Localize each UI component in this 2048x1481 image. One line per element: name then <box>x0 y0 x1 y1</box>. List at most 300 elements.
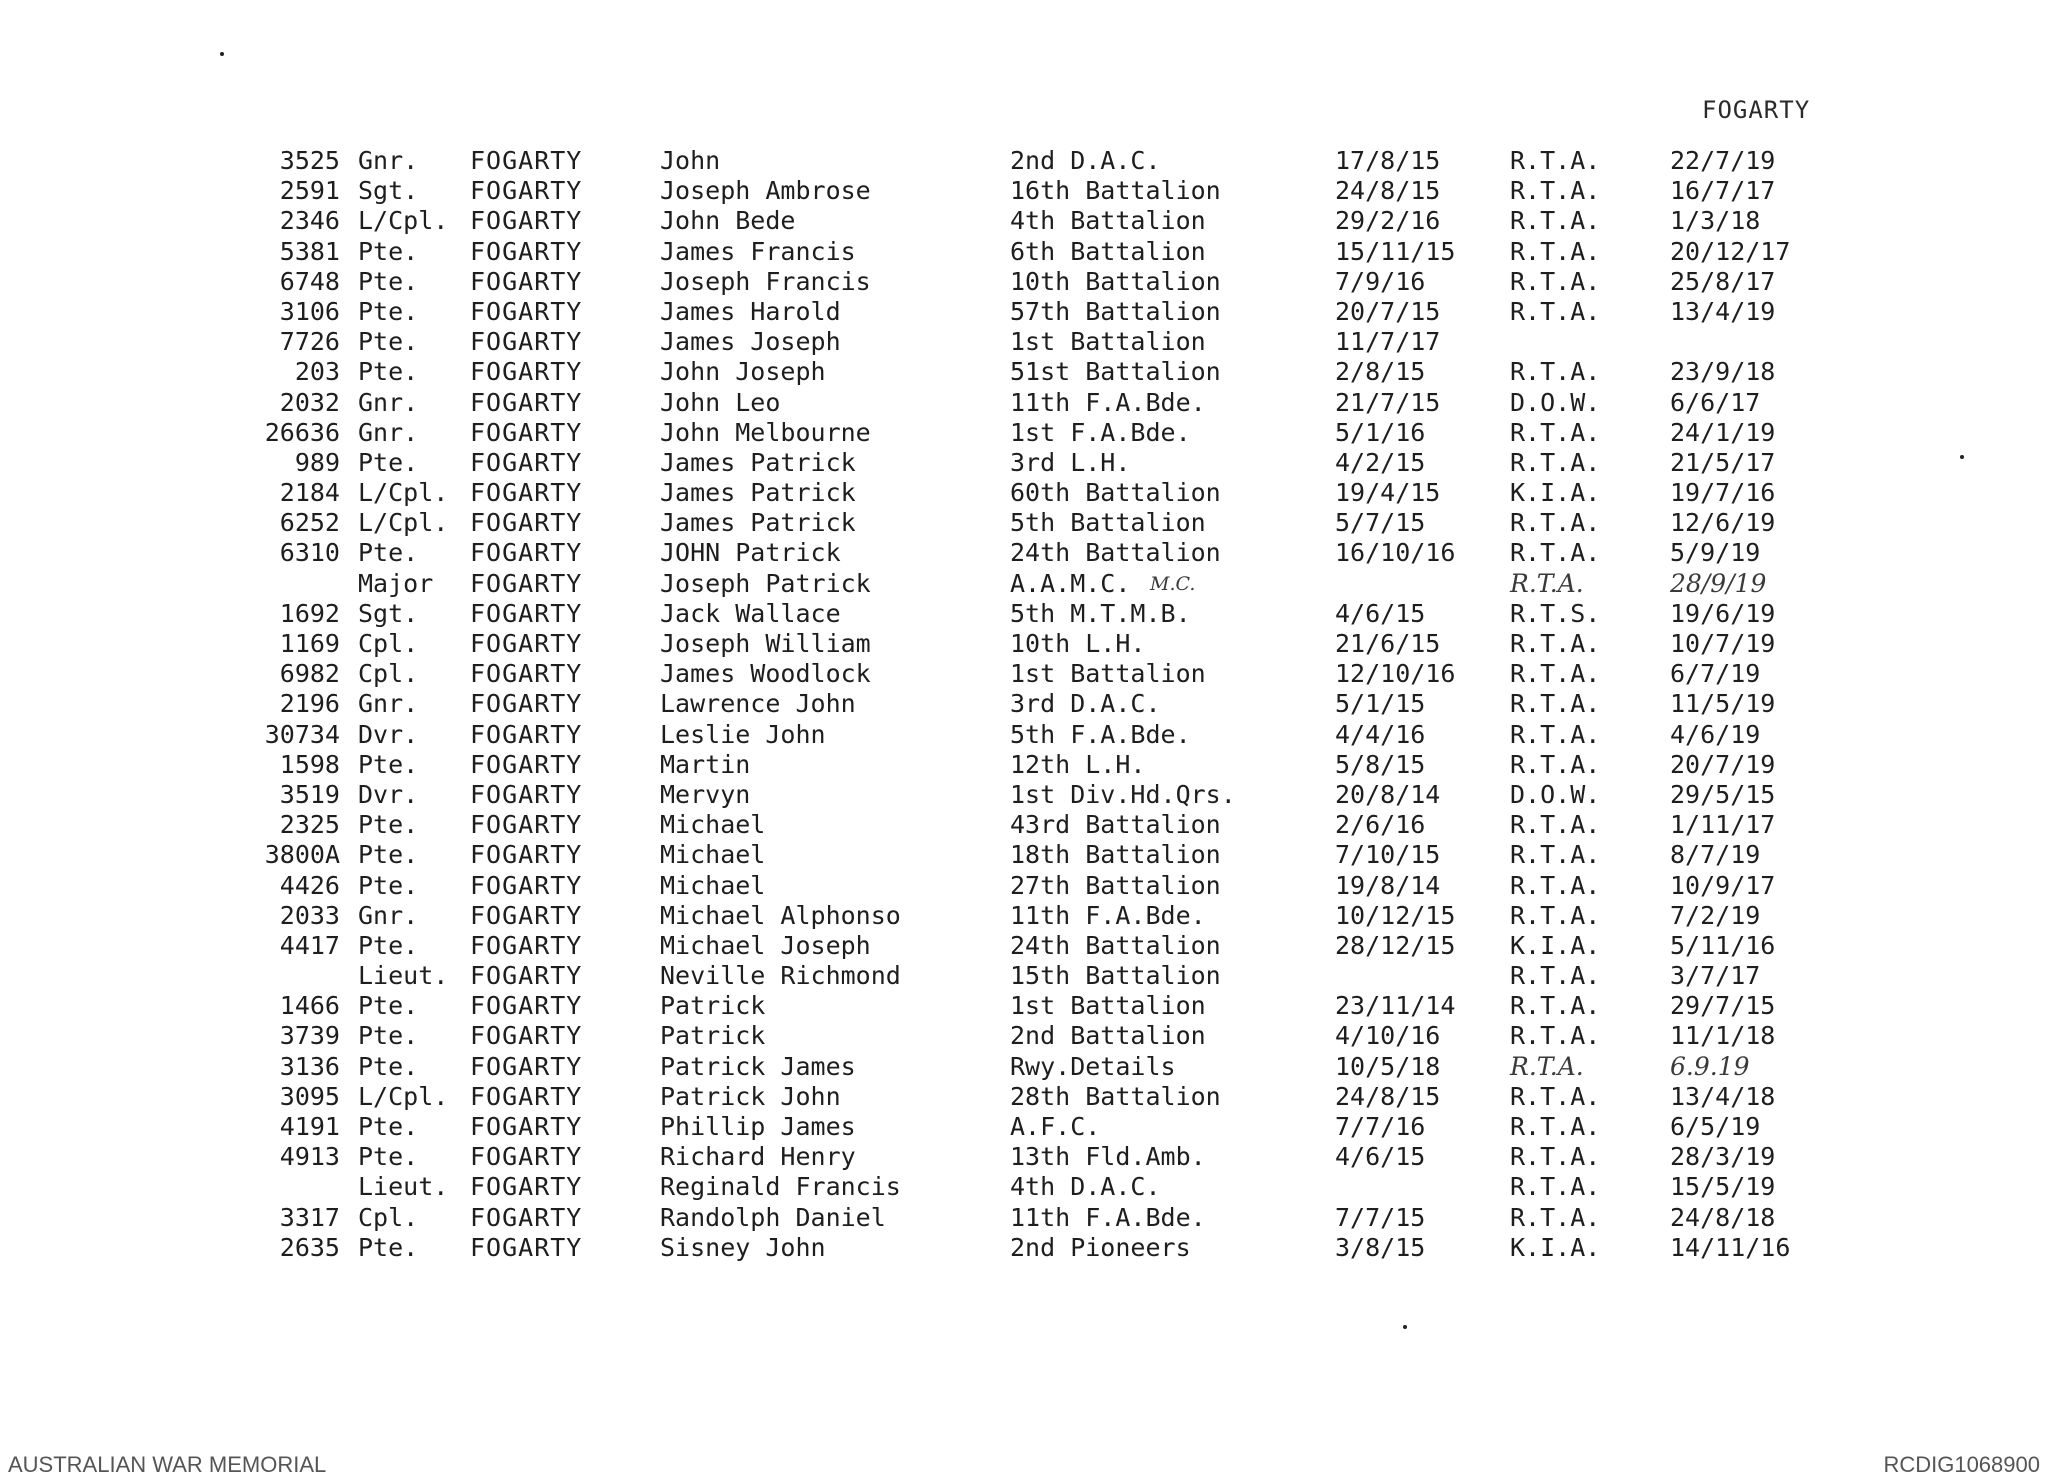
fate-date: 19/6/19 <box>1670 598 1776 628</box>
rank: Pte. <box>358 1142 419 1172</box>
fate: R.T.A. <box>1510 1021 1601 1051</box>
record-row <box>210 357 1850 387</box>
fate-date: 7/2/19 <box>1670 900 1761 930</box>
fate: R.T.A. <box>1510 900 1601 930</box>
enlistment-date: 4/4/16 <box>1335 719 1426 749</box>
fate-date: 14/11/16 <box>1670 1232 1791 1262</box>
given-names: JOHN Patrick <box>660 538 841 568</box>
fate-date: 10/9/17 <box>1670 870 1776 900</box>
service-number: 203 <box>294 357 340 387</box>
enlistment-date: 2/8/15 <box>1335 357 1426 387</box>
fate-date: 24/8/18 <box>1670 1202 1776 1232</box>
unit: 15th Battalion <box>1010 961 1221 991</box>
record-row <box>210 388 1850 418</box>
unit: 11th F.A.Bde. <box>1010 1202 1206 1232</box>
fate-date: 16/7/17 <box>1670 176 1776 206</box>
surname: FOGARTY <box>470 206 583 236</box>
surname: FOGARTY <box>470 1172 583 1202</box>
rank: Pte. <box>358 296 419 326</box>
ink-speck <box>220 52 224 56</box>
fate: R.T.S. <box>1510 598 1601 628</box>
page-surname-header: FOGARTY <box>1702 96 1811 124</box>
unit: 28th Battalion <box>1010 1081 1221 1111</box>
enlistment-date: 10/5/18 <box>1335 1051 1441 1081</box>
unit: 24th Battalion <box>1010 930 1221 960</box>
unit: 18th Battalion <box>1010 840 1221 870</box>
enlistment-date: 4/10/16 <box>1335 1021 1441 1051</box>
surname: FOGARTY <box>470 568 583 598</box>
fate-date: 13/4/19 <box>1670 296 1776 326</box>
nominal-roll-list <box>210 146 1850 1263</box>
given-names: Sisney John <box>660 1232 826 1262</box>
enlistment-date: 17/8/15 <box>1335 146 1441 175</box>
surname: FOGARTY <box>470 478 583 508</box>
enlistment-date: 10/12/15 <box>1335 900 1456 930</box>
rank: Cpl. <box>358 659 419 689</box>
fate-date: 28/3/19 <box>1670 1142 1776 1172</box>
fate: R.T.A. <box>1510 508 1601 538</box>
unit: 51st Battalion <box>1010 357 1221 387</box>
fate-date: 28/9/19 <box>1670 568 1767 598</box>
surname: FOGARTY <box>470 1081 583 1111</box>
unit: 43rd Battalion <box>1010 810 1221 840</box>
service-number: 3519 <box>279 779 340 809</box>
fate: R.T.A. <box>1510 659 1601 689</box>
given-names: Michael <box>660 810 766 840</box>
surname: FOGARTY <box>470 991 583 1021</box>
surname: FOGARTY <box>470 296 583 326</box>
fate-date: 20/7/19 <box>1670 749 1776 779</box>
rank: Pte. <box>358 810 419 840</box>
fate-date: 11/5/19 <box>1670 689 1776 719</box>
rank: Major <box>358 568 434 598</box>
enlistment-date: 4/6/15 <box>1335 598 1426 628</box>
given-names: Mervyn <box>660 779 751 809</box>
footer-record-id: RCDIG1068900 <box>1883 1452 2040 1477</box>
fate: R.T.A. <box>1510 1112 1601 1141</box>
given-names: John Leo <box>660 387 781 417</box>
unit: 3rd L.H. <box>1010 447 1131 477</box>
record-row <box>210 327 1850 357</box>
fate-date: 15/5/19 <box>1670 1172 1776 1202</box>
fate: R.T.A. <box>1510 296 1601 326</box>
record-row <box>210 750 1850 780</box>
rank: Pte. <box>358 538 419 568</box>
record-row <box>210 418 1850 448</box>
service-number: 3317 <box>279 1202 340 1232</box>
fate-date: 12/6/19 <box>1670 508 1776 538</box>
service-number: 26636 <box>264 417 340 447</box>
fate-date: 6/7/19 <box>1670 659 1761 689</box>
surname: FOGARTY <box>470 266 583 296</box>
given-names: John <box>660 146 721 175</box>
fate: R.T.A. <box>1510 357 1601 387</box>
unit: 2nd D.A.C. <box>1010 146 1161 175</box>
fate: D.O.W. <box>1510 779 1601 809</box>
enlistment-date: 21/6/15 <box>1335 629 1441 658</box>
record-row <box>210 901 1850 931</box>
record-row <box>210 780 1850 810</box>
enlistment-date: 5/8/15 <box>1335 749 1426 779</box>
fate: K.I.A. <box>1510 1232 1601 1262</box>
rank: Gnr. <box>358 900 419 930</box>
fate-date: 5/9/19 <box>1670 538 1761 568</box>
record-row <box>210 689 1850 719</box>
enlistment-date: 11/7/17 <box>1335 327 1441 357</box>
surname: FOGARTY <box>470 659 583 689</box>
fate: R.T.A. <box>1510 991 1601 1021</box>
record-row <box>210 720 1850 750</box>
service-number: 4417 <box>279 930 340 960</box>
rank: Pte. <box>358 1051 419 1081</box>
record-row <box>210 297 1850 327</box>
surname: FOGARTY <box>470 1202 583 1232</box>
given-names: Martin <box>660 749 751 779</box>
given-names: Neville Richmond <box>660 961 901 991</box>
rank: Pte. <box>358 327 419 357</box>
rank: Pte. <box>358 447 419 477</box>
enlistment-date: 24/8/15 <box>1335 176 1441 206</box>
service-number: 1466 <box>279 991 340 1021</box>
given-names: James Patrick <box>660 508 856 538</box>
record-row <box>210 176 1850 206</box>
surname: FOGARTY <box>470 900 583 930</box>
given-names: Joseph Ambrose <box>660 176 871 206</box>
enlistment-date: 2/6/16 <box>1335 810 1426 840</box>
enlistment-date: 29/2/16 <box>1335 206 1441 236</box>
rank: Pte. <box>358 991 419 1021</box>
service-number: 2184 <box>279 478 340 508</box>
rank: Cpl. <box>358 629 419 658</box>
fate: D.O.W. <box>1510 387 1601 417</box>
unit: Rwy.Details <box>1010 1051 1176 1081</box>
unit: 1st F.A.Bde. <box>1010 417 1191 447</box>
given-names: John Melbourne <box>660 417 871 447</box>
unit: 5th Battalion <box>1010 508 1206 538</box>
fate-date: 24/1/19 <box>1670 417 1776 447</box>
service-number: 3739 <box>279 1021 340 1051</box>
service-number: 5381 <box>279 236 340 266</box>
fate-date: 10/7/19 <box>1670 629 1776 658</box>
fate-date: 19/7/16 <box>1670 478 1776 508</box>
rank: Pte. <box>358 236 419 266</box>
service-number: 3800A <box>264 840 340 870</box>
surname: FOGARTY <box>470 870 583 900</box>
record-row <box>210 840 1850 870</box>
record-row <box>210 629 1850 659</box>
unit: 1st Div.Hd.Qrs. <box>1010 779 1236 809</box>
enlistment-date: 4/2/15 <box>1335 447 1426 477</box>
service-number: 989 <box>294 447 340 477</box>
given-names: Phillip James <box>660 1112 856 1141</box>
surname: FOGARTY <box>470 1142 583 1172</box>
given-names: James Harold <box>660 296 841 326</box>
surname: FOGARTY <box>470 598 583 628</box>
fate: R.T.A. <box>1510 870 1601 900</box>
fate: R.T.A. <box>1510 1142 1601 1172</box>
enlistment-date: 5/7/15 <box>1335 508 1426 538</box>
given-names: James Francis <box>660 236 856 266</box>
given-names: Michael Joseph <box>660 930 871 960</box>
unit: 10th L.H. <box>1010 629 1146 658</box>
record-row <box>210 508 1850 538</box>
rank: L/Cpl. <box>358 478 449 508</box>
rank: Sgt. <box>358 176 419 206</box>
unit: 3rd D.A.C. <box>1010 689 1161 719</box>
fate-date: 20/12/17 <box>1670 236 1791 266</box>
record-row <box>210 871 1850 901</box>
unit: 1st Battalion <box>1010 327 1206 357</box>
rank: L/Cpl. <box>358 508 449 538</box>
record-row <box>210 146 1850 176</box>
record-row <box>210 478 1850 508</box>
record-row <box>210 1233 1850 1263</box>
fate: R.T.A. <box>1510 749 1601 779</box>
service-number: 4191 <box>279 1112 340 1141</box>
service-number: 3525 <box>279 146 340 175</box>
record-row <box>210 931 1850 961</box>
record-row <box>210 538 1850 568</box>
unit: 11th F.A.Bde. <box>1010 387 1206 417</box>
enlistment-date: 7/7/15 <box>1335 1202 1426 1232</box>
enlistment-date: 12/10/16 <box>1335 659 1456 689</box>
given-names: Joseph Francis <box>660 266 871 296</box>
unit: 11th F.A.Bde. <box>1010 900 1206 930</box>
fate: R.T.A. <box>1510 447 1601 477</box>
fate-date: 22/7/19 <box>1670 146 1776 175</box>
fate-date: 1/3/18 <box>1670 206 1761 236</box>
surname: FOGARTY <box>470 1021 583 1051</box>
rank: Pte. <box>358 840 419 870</box>
surname: FOGARTY <box>470 447 583 477</box>
unit: 1st Battalion <box>1010 991 1206 1021</box>
surname: FOGARTY <box>470 327 583 357</box>
rank: Lieut. <box>358 1172 449 1202</box>
unit: 2nd Pioneers <box>1010 1232 1191 1262</box>
surname: FOGARTY <box>470 810 583 840</box>
given-names: John Bede <box>660 206 796 236</box>
record-row <box>210 810 1850 840</box>
service-number: 3106 <box>279 296 340 326</box>
record-row <box>210 1172 1850 1202</box>
enlistment-date: 15/11/15 <box>1335 236 1456 266</box>
enlistment-date: 7/7/16 <box>1335 1112 1426 1141</box>
given-names: Michael <box>660 840 766 870</box>
surname: FOGARTY <box>470 146 583 175</box>
unit: A.A.M.C. <box>1010 568 1131 598</box>
given-names: John Joseph <box>660 357 826 387</box>
rank: Pte. <box>358 1232 419 1262</box>
unit: 27th Battalion <box>1010 870 1221 900</box>
surname: FOGARTY <box>470 417 583 447</box>
unit: 10th Battalion <box>1010 266 1221 296</box>
enlistment-date: 20/8/14 <box>1335 779 1441 809</box>
surname: FOGARTY <box>470 1112 583 1141</box>
fate: R.T.A. <box>1510 1202 1601 1232</box>
enlistment-date: 23/11/14 <box>1335 991 1456 1021</box>
fate: R.T.A. <box>1510 417 1601 447</box>
fate: R.T.A. <box>1510 266 1601 296</box>
fate-date: 25/8/17 <box>1670 266 1776 296</box>
surname: FOGARTY <box>470 236 583 266</box>
ink-speck <box>1403 1325 1407 1329</box>
enlistment-date: 19/4/15 <box>1335 478 1441 508</box>
surname: FOGARTY <box>470 1232 583 1262</box>
record-row <box>210 1082 1850 1112</box>
record-row <box>210 659 1850 689</box>
fate: R.T.A. <box>1510 236 1601 266</box>
fate: R.T.A. <box>1510 689 1601 719</box>
fate: R.T.A. <box>1510 1081 1601 1111</box>
rank: Pte. <box>358 1021 419 1051</box>
given-names: Patrick <box>660 1021 766 1051</box>
given-names: Patrick James <box>660 1051 856 1081</box>
unit: 1st Battalion <box>1010 659 1206 689</box>
service-number: 1692 <box>279 598 340 628</box>
enlistment-date: 7/10/15 <box>1335 840 1441 870</box>
unit: 24th Battalion <box>1010 538 1221 568</box>
rank: Pte. <box>358 357 419 387</box>
service-number: 6982 <box>279 659 340 689</box>
service-number: 2032 <box>279 387 340 417</box>
given-names: Michael <box>660 870 766 900</box>
service-number: 2346 <box>279 206 340 236</box>
given-names: James Patrick <box>660 478 856 508</box>
enlistment-date: 19/8/14 <box>1335 870 1441 900</box>
unit: 60th Battalion <box>1010 478 1221 508</box>
surname: FOGARTY <box>470 176 583 206</box>
fate: R.T.A. <box>1510 206 1601 236</box>
rank: Pte. <box>358 749 419 779</box>
surname: FOGARTY <box>470 961 583 991</box>
service-number: 2635 <box>279 1232 340 1262</box>
unit: 4th D.A.C. <box>1010 1172 1161 1202</box>
given-names: Jack Wallace <box>660 598 841 628</box>
fate-date: 13/4/18 <box>1670 1081 1776 1111</box>
footer-institution: AUSTRALIAN WAR MEMORIAL <box>8 1452 327 1477</box>
record-row <box>210 1203 1850 1233</box>
surname: FOGARTY <box>470 749 583 779</box>
unit: 5th M.T.M.B. <box>1010 598 1191 628</box>
given-names: Patrick <box>660 991 766 1021</box>
service-number: 30734 <box>264 719 340 749</box>
service-number: 2325 <box>279 810 340 840</box>
enlistment-date: 4/6/15 <box>1335 1142 1426 1172</box>
rank: L/Cpl. <box>358 1081 449 1111</box>
service-number: 1169 <box>279 629 340 658</box>
fate-date: 1/11/17 <box>1670 810 1776 840</box>
fate-date: 4/6/19 <box>1670 719 1761 749</box>
unit: 13th Fld.Amb. <box>1010 1142 1206 1172</box>
fate: R.T.A. <box>1510 629 1601 658</box>
given-names: Joseph Patrick <box>660 568 871 598</box>
enlistment-date: 16/10/16 <box>1335 538 1456 568</box>
rank: Dvr. <box>358 719 419 749</box>
given-names: Michael Alphonso <box>660 900 901 930</box>
record-row <box>210 991 1850 1021</box>
surname: FOGARTY <box>470 930 583 960</box>
given-names: Richard Henry <box>660 1142 856 1172</box>
rank: Gnr. <box>358 387 419 417</box>
service-number: 2591 <box>279 176 340 206</box>
surname: FOGARTY <box>470 719 583 749</box>
fate: R.T.A. <box>1510 961 1601 991</box>
given-names: Leslie John <box>660 719 826 749</box>
fate-date: 6/6/17 <box>1670 387 1761 417</box>
surname: FOGARTY <box>470 629 583 658</box>
service-number: 3136 <box>279 1051 340 1081</box>
service-number: 7726 <box>279 327 340 357</box>
record-row <box>210 599 1850 629</box>
unit: 2nd Battalion <box>1010 1021 1206 1051</box>
service-number: 4426 <box>279 870 340 900</box>
record-row <box>210 448 1850 478</box>
surname: FOGARTY <box>470 689 583 719</box>
given-names: Reginald Francis <box>660 1172 901 1202</box>
rank: Sgt. <box>358 598 419 628</box>
fate-date: 8/7/19 <box>1670 840 1761 870</box>
rank: Pte. <box>358 930 419 960</box>
given-names: James Patrick <box>660 447 856 477</box>
fate-date: 11/1/18 <box>1670 1021 1776 1051</box>
service-number: 6748 <box>279 266 340 296</box>
fate: R.T.A. <box>1510 719 1601 749</box>
surname: FOGARTY <box>470 538 583 568</box>
fate-date: 29/7/15 <box>1670 991 1776 1021</box>
fate: R.T.A. <box>1510 568 1584 598</box>
unit: A.F.C. <box>1010 1112 1101 1141</box>
service-number: 6252 <box>279 508 340 538</box>
surname: FOGARTY <box>470 779 583 809</box>
service-number: 6310 <box>279 538 340 568</box>
fate: R.T.A. <box>1510 1172 1601 1202</box>
enlistment-date: 21/7/15 <box>1335 387 1441 417</box>
fate: R.T.A. <box>1510 1051 1584 1081</box>
record-row <box>210 206 1850 236</box>
surname: FOGARTY <box>470 357 583 387</box>
rank: Pte. <box>358 870 419 900</box>
enlistment-date: 5/1/16 <box>1335 417 1426 447</box>
enlistment-date: 7/9/16 <box>1335 266 1426 296</box>
service-number: 1598 <box>279 749 340 779</box>
surname: FOGARTY <box>470 508 583 538</box>
enlistment-date: 28/12/15 <box>1335 930 1456 960</box>
service-number: 4913 <box>279 1142 340 1172</box>
enlistment-date: 5/1/15 <box>1335 689 1426 719</box>
rank: Cpl. <box>358 1202 419 1232</box>
rank: Gnr. <box>358 417 419 447</box>
rank: L/Cpl. <box>358 206 449 236</box>
unit: 57th Battalion <box>1010 296 1221 326</box>
rank: Pte. <box>358 1112 419 1141</box>
given-names: Patrick John <box>660 1081 841 1111</box>
record-row <box>210 961 1850 991</box>
given-names: Joseph William <box>660 629 871 658</box>
fate-date: 6/5/19 <box>1670 1112 1761 1141</box>
given-names: Randolph Daniel <box>660 1202 886 1232</box>
fate: R.T.A. <box>1510 840 1601 870</box>
rank: Gnr. <box>358 146 419 175</box>
surname: FOGARTY <box>470 840 583 870</box>
unit: 6th Battalion <box>1010 236 1206 266</box>
fate: R.T.A. <box>1510 538 1601 568</box>
given-names: James Woodlock <box>660 659 871 689</box>
enlistment-date: 3/8/15 <box>1335 1232 1426 1262</box>
fate: R.T.A. <box>1510 810 1601 840</box>
record-row <box>210 1112 1850 1142</box>
service-number: 2196 <box>279 689 340 719</box>
fate: R.T.A. <box>1510 146 1601 175</box>
